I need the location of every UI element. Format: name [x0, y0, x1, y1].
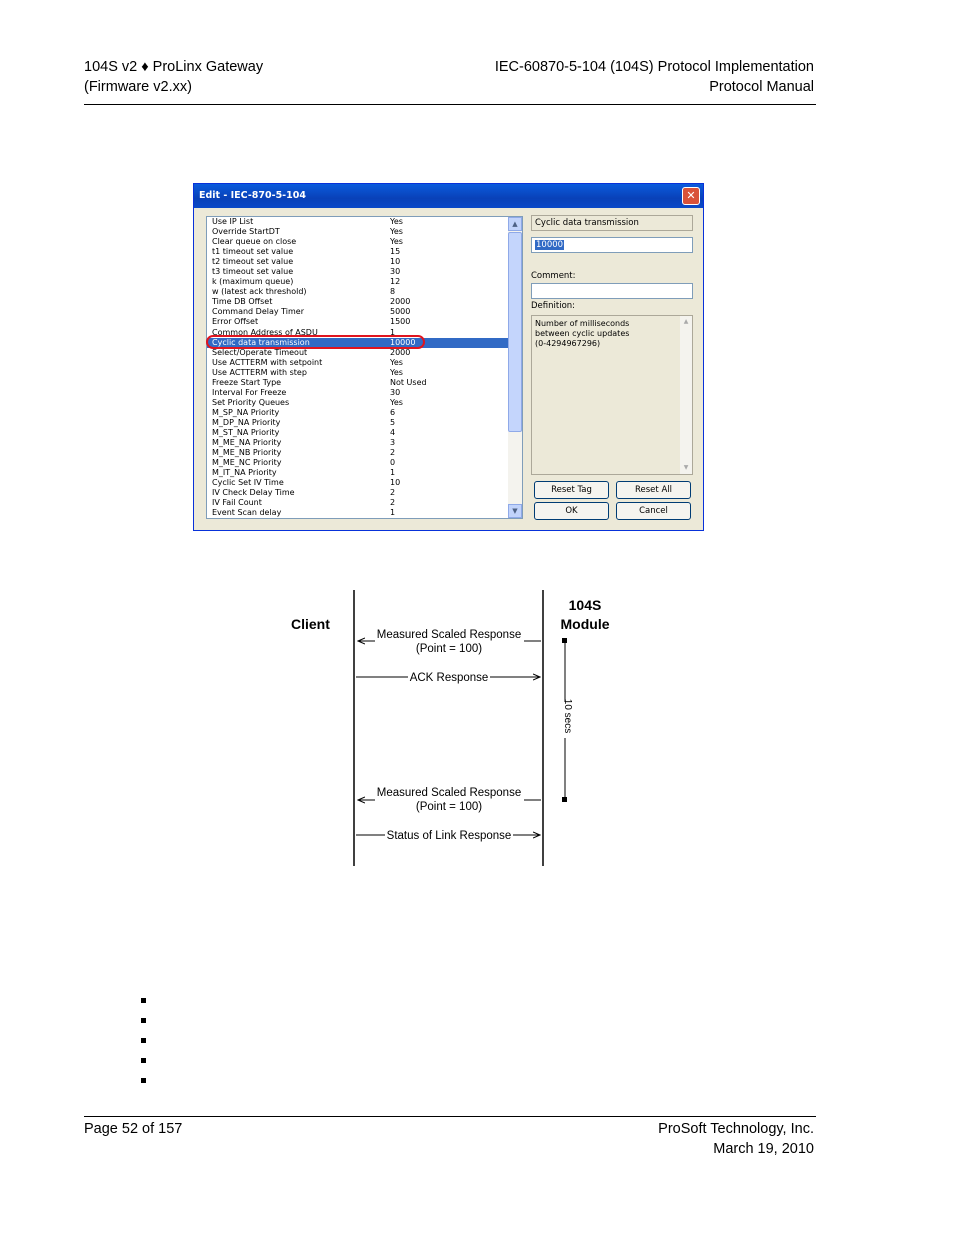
parameter-value: 0: [390, 458, 396, 468]
parameter-value: 1500: [390, 317, 411, 327]
module-label-module: Module: [560, 616, 610, 632]
parameter-name: IV Fail Count: [212, 498, 262, 508]
parameter-name: Event Scan delay: [212, 508, 282, 518]
parameter-value: 2000: [390, 297, 411, 307]
parameter-name: Use IP List: [212, 217, 254, 226]
parameter-value: Yes: [390, 217, 403, 226]
parameter-value: 10000: [390, 337, 416, 347]
msg1-point: (Point = 100): [415, 643, 483, 655]
parameter-value: 1: [390, 468, 396, 478]
parameter-value: Yes: [390, 367, 403, 377]
parameter-value: 1: [390, 327, 396, 337]
parameter-name: M_ST_NA Priority: [212, 427, 280, 437]
parameter-name: Override StartDT: [212, 227, 280, 237]
interval-start-marker: [562, 638, 567, 643]
parameter-name: Select/Operate Timeout: [212, 347, 308, 357]
comment-label: Comment:: [531, 271, 576, 281]
parameter-value: 1: [390, 508, 396, 518]
parameter-value: 2: [390, 488, 396, 498]
parameter-name: Set Priority Queues: [212, 397, 290, 407]
parameter-name: Interval For Freeze: [212, 387, 287, 397]
footer-rule: [84, 1116, 816, 1117]
value-input-text: 10000: [536, 240, 564, 250]
parameter-name: Use ACTTERM with step: [212, 367, 307, 377]
parameter-name: k (maximum queue): [212, 277, 294, 287]
parameter-value: Yes: [390, 357, 403, 367]
bullet-marker: [141, 998, 146, 1003]
parameter-value: Yes: [390, 227, 403, 237]
field-name-box: Cyclic data transmission: [531, 215, 693, 231]
parameter-value: Not Used: [390, 377, 427, 387]
parameter-name: M_ME_NB Priority: [212, 448, 282, 458]
parameter-name: IV Check Delay Time: [212, 488, 295, 498]
parameter-value: 2: [390, 498, 396, 508]
header-product: 104S v2 ♦ ProLinx Gateway: [84, 59, 264, 75]
parameter-name: Common Address of ASDU: [212, 327, 318, 337]
definition-label: Definition:: [531, 301, 576, 311]
parameter-value: 10: [390, 257, 401, 267]
parameter-name: Command Delay Timer: [212, 307, 305, 317]
scroll-down-icon[interactable]: ▼: [508, 504, 522, 518]
parameter-name: Cyclic Set IV Time: [212, 478, 284, 488]
bullet-marker: [141, 1078, 146, 1083]
bullet-marker: [141, 1038, 146, 1043]
parameter-value: 12: [390, 277, 401, 287]
parameter-name: t1 timeout set value: [212, 247, 294, 257]
parameter-name: t3 timeout set value: [212, 267, 294, 277]
ok-button[interactable]: OK: [534, 502, 609, 520]
parameter-value: 6: [390, 407, 396, 417]
parameter-value: 10: [390, 478, 401, 488]
definition-scroll-up-icon[interactable]: ▲: [683, 318, 689, 325]
reset-all-button[interactable]: Reset All: [616, 481, 691, 499]
reset-tag-button[interactable]: Reset Tag: [534, 481, 609, 499]
msg3-label: Measured Scaled Response: [376, 787, 522, 799]
bullet-marker: [141, 1018, 146, 1023]
parameter-value: 5000: [390, 307, 411, 317]
header-firmware: (Firmware v2.xx): [84, 79, 192, 95]
parameter-name: M_IT_NA Priority: [212, 468, 277, 478]
interval-label: 10 secs: [562, 698, 573, 734]
parameter-name: Error Offset: [212, 317, 259, 327]
parameter-name: M_SP_NA Priority: [212, 407, 280, 417]
footer-company: ProSoft Technology, Inc.: [658, 1121, 814, 1137]
parameter-name: M_DP_NA Priority: [212, 417, 281, 427]
definition-scroll-down-icon[interactable]: ▼: [683, 464, 689, 471]
msg3-point: (Point = 100): [415, 801, 483, 813]
parameter-name: Use ACTTERM with setpoint: [212, 357, 323, 367]
footer-right: [658, 1119, 814, 1159]
footer-date: March 19, 2010: [713, 1141, 814, 1157]
parameter-value: Yes: [390, 397, 403, 407]
dialog-title: Edit - IEC-870-5-104: [199, 190, 306, 201]
parameter-name: M_ME_NA Priority: [212, 438, 282, 448]
parameter-value: 30: [390, 387, 401, 397]
client-label: Client: [291, 616, 330, 632]
header-doc-title: IEC-60870-5-104 (104S) Protocol Implementation: [494, 59, 814, 75]
parameter-value: 4: [390, 427, 396, 437]
parameter-value: 5: [390, 417, 396, 427]
module-label-104s: 104S: [568, 597, 602, 613]
parameter-name: Clear queue on close: [212, 237, 297, 247]
footer-page-number: Page 52 of 157: [84, 1121, 183, 1137]
bullet-marker: [141, 1058, 146, 1063]
msg2-label: ACK Response: [409, 672, 489, 684]
parameter-name: w (latest ack threshold): [212, 287, 307, 297]
parameter-name: t2 timeout set value: [212, 257, 294, 267]
parameter-name: Time DB Offset: [212, 297, 273, 307]
scroll-up-icon[interactable]: ▲: [508, 217, 522, 231]
parameter-name: Cyclic data transmission: [212, 337, 310, 347]
parameter-value: Yes: [390, 237, 403, 247]
parameter-value: 8: [390, 287, 396, 297]
cancel-button[interactable]: Cancel: [616, 502, 691, 520]
parameter-name: Freeze Start Type: [212, 377, 282, 387]
interval-end-marker: [562, 797, 567, 802]
parameter-value: 15: [390, 247, 401, 257]
msg1-label: Measured Scaled Response: [376, 629, 522, 641]
parameter-value: 3: [390, 438, 396, 448]
definition-text: Number of milliseconds between cyclic updates (0-4294967296): [535, 319, 630, 348]
msg4-label: Status of Link Response: [386, 830, 512, 842]
parameter-name: M_ME_NC Priority: [212, 458, 282, 468]
header-doc-type: Protocol Manual: [709, 79, 814, 95]
parameter-value: 2: [390, 448, 396, 458]
parameter-value: 30: [390, 267, 401, 277]
close-icon[interactable]: ✕: [682, 187, 700, 205]
parameter-value: 2000: [390, 347, 411, 357]
